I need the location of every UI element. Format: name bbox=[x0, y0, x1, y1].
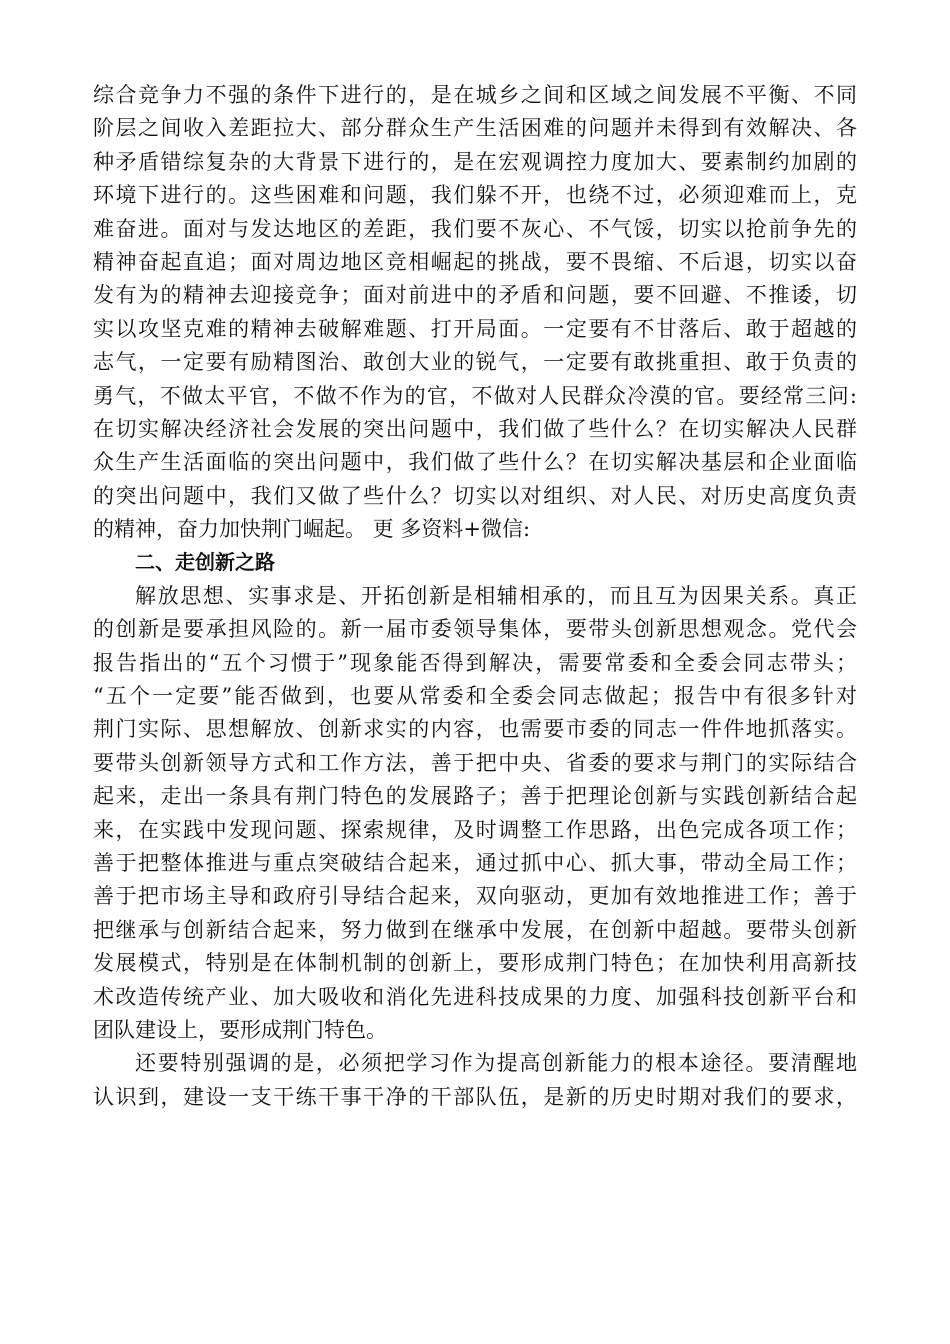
text-line: 阶层之间收入差距拉大、部分群众生产生活困难的问题并未得到有效解决、各 bbox=[93, 116, 857, 141]
text-line: 把继承与创新结合起来，努力做到在继承中发展，在创新中超越。要带头创新 bbox=[93, 917, 857, 942]
text-line: 来，在实践中发现问题、探索规律，及时调整工作思路，出色完成各项工作； bbox=[93, 817, 857, 842]
text-line: 要带头创新领导方式和工作方法，善于把中央、省委的要求与荆门的实际结合 bbox=[93, 750, 857, 775]
text-line: 发有为的精神去迎接竞争；面对前进中的矛盾和问题，要不回避、不推诿，切 bbox=[93, 283, 857, 308]
text-line: 报告指出的“五个习惯于”现象能否得到解决，需要常委和全委会同志带头； bbox=[93, 650, 857, 675]
text-line: 众生产生活面临的突出问题中，我们做了些什么？在切实解决基层和企业面临 bbox=[93, 450, 857, 475]
paragraph-2 bbox=[93, 580, 857, 1047]
text-line: 荆门实际、思想解放、创新求实的内容，也需要市委的同志一件件地抓落实。 bbox=[93, 717, 857, 742]
text-line: 勇气，不做太平官，不做不作为的官，不做对人民群众冷漠的官。要经常三问: bbox=[93, 383, 857, 408]
text-line: 难奋进。面对与发达地区的差距，我们要不灰心、不气馁，切实以抢前争先的 bbox=[93, 216, 857, 241]
text-line: 善于把整体推进与重点突破结合起来，通过抓中心、抓大事，带动全局工作； bbox=[93, 850, 857, 875]
text-line: 环境下进行的。这些困难和问题，我们躲不开，也绕不过，必须迎难而上，克 bbox=[93, 183, 857, 208]
text-line: 术改造传统产业、加大吸收和消化先进科技成果的力度、加强科技创新平台和 bbox=[93, 984, 857, 1009]
text-line: 种矛盾错综复杂的大背景下进行的，是在宏观调控力度加大、要素制约加剧的 bbox=[93, 149, 857, 174]
text-line: 善于把市场主导和政府引导结合起来，双向驱动，更加有效地推进工作；善于 bbox=[93, 884, 857, 909]
text-line: 志气，一定要有励精图治、敢创大业的锐气，一定要有敢挑重担、敢于负责的 bbox=[93, 350, 857, 375]
section-heading: 二、走创新之路 bbox=[135, 550, 275, 575]
text-line: 发展模式，特别是在体制机制的创新上，要形成荆门特色；在加快利用高新技 bbox=[93, 951, 857, 976]
text-line: 的精神，奋力加快荆门崛起。 更 多资料+微信: bbox=[93, 517, 531, 542]
paragraph-3 bbox=[93, 1047, 857, 1114]
text-line: 认识到，建设一支干练干事干净的干部队伍，是新的历史时期对我们的要求， bbox=[93, 1084, 857, 1109]
text-line: 综合竞争力不强的条件下进行的，是在城乡之间和区域之间发展不平衡、不同 bbox=[93, 83, 857, 107]
text-line: 还要特别强调的是，必须把学习作为提高创新能力的根本途径。要清醒地 bbox=[135, 1051, 857, 1076]
text-line: 的突出问题中，我们又做了些什么？切实以对组织、对人民、对历史高度负责 bbox=[93, 483, 857, 508]
text-line: 在切实解决经济社会发展的突出问题中，我们做了些什么？在切实解决人民群 bbox=[93, 416, 857, 441]
text-line: 团队建设上，要形成荆门特色。 bbox=[93, 1017, 387, 1042]
text-line: 解放思想、实事求是、开拓创新是相辅相承的，而且互为因果关系。真正 bbox=[135, 583, 857, 608]
text-line: 精神奋起直追；面对周边地区竞相崛起的挑战，要不畏缩、不后退，切实以奋 bbox=[93, 249, 857, 274]
text-line: 的创新是要承担风险的。新一届市委领导集体，要带头创新思想观念。党代会 bbox=[93, 617, 857, 642]
document-page bbox=[93, 79, 857, 1114]
paragraph-1 bbox=[93, 79, 857, 546]
text-line: 起来，走出一条具有荆门特色的发展路子；善于把理论创新与实践创新结合起 bbox=[93, 784, 857, 809]
text-line: 实以攻坚克难的精神去破解难题、打开局面。一定要有不甘落后、敢于超越的 bbox=[93, 316, 857, 341]
text-line: “五个一定要”能否做到，也要从常委和全委会同志做起；报告中有很多针对 bbox=[93, 684, 857, 709]
